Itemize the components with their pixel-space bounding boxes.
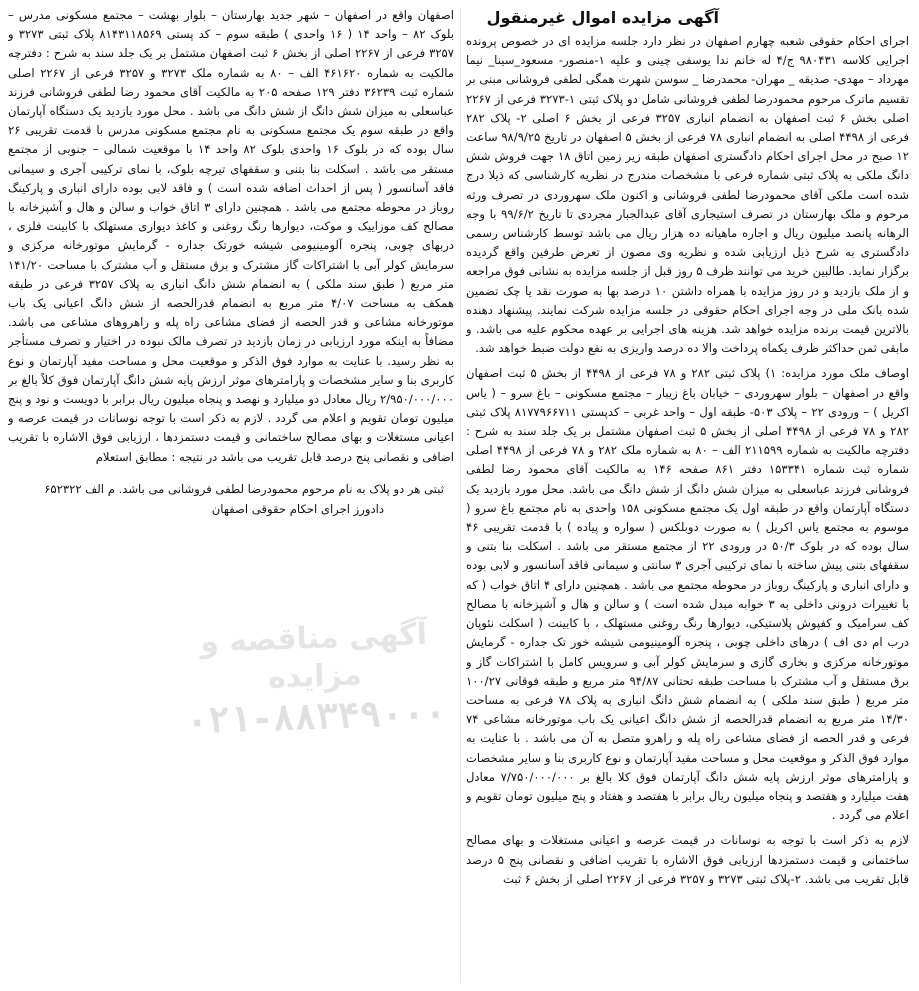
- column-divider: [460, 8, 461, 983]
- notice-title: آگهی مزایده اموال غیرمنقول: [486, 8, 719, 27]
- left-column: [8, 6, 454, 985]
- property-two-description: اصفهان واقع در اصفهان – شهر جدید بهارستان – بلوار بهشت – مجتمع مسکونی مدرس – بلوک ۸۲ – واحد ۱۴ ( ۱۶ واحدی ) طبقه سوم – کد پستی ۸۱۴۳۱۱۸۵۶۹ پلاک ثبتی ۳۲۷۳ و ۳۲۵۷ فرعی از ۲۲۶۷ اصلی از بخش ۶ ثبت اصفهان مشتمل بر یک جلد سند به شرح : دفترچه مالکیت به شماره ۴۶۱۶۲۰ الف – ۸۰ به شماره ملک ۳۲۷۳ و ۳۲۵۷ فرعی از ۲۲۶۷ اصلی شماره ثبت ۳۶۲۳۹ دفتر ۱۲۹ صفحه ۲۰۵ به مالکیت آقای محمود رضا لطفی فروشانی فرزند عباسعلی به میزان شش دانگ از شش دانگ می باشد . محل مورد بازدید یک دستگاه آپارتمان واقع در طبقه سوم یک مجتمع مسکونی به نام مجتمع مسکونی مدرس با قدمت تقریبی ۲۶ سال بوده که در بلوک ۱۶ واحدی بلوک ۸۲ واحد ۱۴ با موقعیت شمالی – جنوبی از مجتمع مستقر می باشد . اسکلت بنا بتنی و سقفهای تیرچه بلوک، با نمای ترکیبی آجری و سیمانی فاقد آسانسور ( پس از احداث اضافه شده است ) و فاقد لابی بوده دارای انباری و پارکینگ روباز در محوطه مجتمع می باشد . همچنین دارای ۳ اتاق خواب و سالن و هال و آشپزخانه با مصالح کف موزاییک و موکت، دیوارها رنگ روغنی و کاغذ دیواری مستهلک با کابینت فلزی ، دربهای چوبی، پنجره آلومینیومی شیشه خورتک جداره - گرمایش موتورخانه مرکزی و سرمایش کولر آبی با اشتراکات گاز مشترک و برق مستقل و آب مشترک با مساحت ۱۴۱/۲۰ متر مربع ( طبق سند ملکی ) به انضمام شش دانگ انباری به پلاک ۳۲۵۷ فرعی در طبقه همکف به مساحت ۴/۰۷ متر مربع به انضمام قدرالحصه از شش دانگ اعیانی یک باب موتورخانه مشاعی و قدر الحصه از فضای مشاعی راه پله و راهروهای مشاعی می باشد. مضافاً به اینکه مورد ارزیابی در زمان بازدید در تصرف مالک نبوده در اختیار و تصرف مستأجر به نظر رسید. با عنایت به موارد فوق الذکر و موقعیت محل و مساحت مفید آپارتمان و نوع کاربری بنا و سایر مشخصات و پارامترهای موثر ارزش پایه شش دانگ آپارتمان فوق کلاً بالغ بر ۲/۹۵۰/۰۰۰/۰۰۰ ریال معادل دو میلیارد و نهصد و پنجاه میلیون ریال برابر با دویست و نود و پنج میلیون تومان تقویم و اعلام می گردد . لازم به ذکر است با توجه نوسانات در قیمت عرصه و اعیانی مستغلات و بهای مصالح ساختمانی و قیمت دستمزدها ، ارزیابی فوق الاشاره با تقریب اضافی و نقصانی پنج درصد قابل تقریب می باشد در نتیجه : مطابق استعلام: [8, 8, 454, 464]
- signature-block: [8, 479, 444, 519]
- watermark-phone: ۰۲۱-۸۸۳۴۹۰۰۰: [185, 692, 447, 743]
- property-two-intro: لازم به ذکر است با توجه به نوسانات در قیمت عرصه و اعیانی مستغلات و بهای مصالح ساختمانی و قیمت دستمزدها ارزیابی فوق الاشاره با تقریب اضافی و نقصانی پنج ۵ درصد قابل تقریب می باشد. ۲-پلاک ثبتی ۳۲۷۳ و ۳۲۵۷ فرعی از ۲۲۶۷ اصلی از بخش ۶ ثبت: [466, 833, 909, 886]
- right-column: [466, 6, 909, 985]
- intro-paragraph: اجرای احکام حقوقی شعبه چهارم اصفهان در نظر دارد جلسه مزایده ای در خصوص پرونده اجرایی کلاسه ۹۸۰۴۳۱ ج/۴ له خانم ندا یوسفی چینی و علیه ۱-منصور- مسعود_سینا_ نیما مهرداد – مهدی- صدیقه _ مهران- محمدرضا _ سوسن شهرت همگی لطفی فروشانی مبنی بر تقسیم ماترک مرحوم محمودرضا لطفی فروشانی شامل دو پلاک ثبتی ۱-۳۲۷۳ فرعی از ۲۲۶۷ اصلی بخش ۶ ثبت اصفهان به انضمام انباری ۳۲۵۷ فرعی از بخش ۶ اصلی ۲- پلاک ۲۸۲ فرعی از ۴۴۹۸ اصلی به انضمام انباری ۷۸ فرعی از بخش ۵ اصفهان در تاریخ ۹۸/۹/۲۵ ساعت ۱۲ صبح در محل اجرای احکام دادگستری اصفهان طبقه زیر زمین اتاق ۱۸ جهت فروش شش دانگ ملکی به پلاک ثبتی شماره فرعی با مشخصات مندرج در نظریه کارشناسی که ذیلا درج شده است ملکی آقای محمودرضا لطفی فروشانی و اکنون ملک سهروردی در تصرف ورثه مرحوم و ملک بهارستان در تصرف استیجاری آقای عبدالجبار مجردی تا تاریخ ۹۹/۶/۲ با وجه الرهانه پانصد میلیون ریال و اجاره ماهیانه ده هزار ریال می باشد توسط کارشناس رسمی دادگستری به شرح ذیل ارزیابی شده و نظریه وی مصون از تعرض طرفین واقع گردیده برگزار نماید. طالبین خرید می توانند ظرف ۵ روز قبل از جلسه مزایده به نشانی فوق مراجعه و از ملک بازدید و در روز مزایده با همراه داشتن ۱۰ درصد بها به صورت نقد یا چک تضمین شده بانک ملی در وجه اجرای احکام حقوقی در جلسه مزایده شرکت نمایند. پیشنهاد دهنده بالاترین قیمت برنده مزایده خواهد شد. هزینه های اجرایی بر عهده محکوم علیه می باشد. و مابقی ثمن حداکثر ظرف یکماه پرداخت والا ده درصد واریزی به نفع دولت ضبط خواهد شد.: [466, 34, 909, 356]
- watermark-text: آگهی مناقصه و مزایده: [199, 617, 428, 696]
- property-one-description: اوصاف ملک مورد مزایده: ۱) پلاک ثبتی ۲۸۲ و ۷۸ فرعی از ۴۴۹۸ از بخش ۵ ثبت اصفهان واقع در اصفهان – بلوار سهروردی – خیابان باغ زیبار – مجتمع مسکونی – باغ سرو – ( یاس اکریل ) – ورودی ۲۲ – پلاک ۵۰۳- طبقه اول – واحد غربی – کدپستی ۸۱۷۷۹۶۶۷۱۱ پلاک ثبتی ۲۸۲ و ۷۸ فرعی از ۴۴۹۸ اصلی از بخش ۵ ثبت اصفهان مشتمل بر یک جلد سند به شرح : دفترچه مالکیت به شماره ۲۱۱۵۹۹ الف – ۸۰ به شماره ملک ۲۸۲ و ۷۸ فرعی از ۴۴۹۸ اصلی شماره ثبت شماره ۱۵۳۳۴۱ دفتر ۸۶۱ صفحه ۱۴۶ به مالکیت آقای محمود رضا لطفی فروشانی فرزند عباسعلی به میزان شش دانگ از شش دانگ می باشد. محل مورد بازدید یک دستگاه آپارتمان واقع در طبقه اول یک مجتمع مسکونی ۱۵۸ واحدی به نام مجتمع باغ سرو ( موسوم به مجتمع یاس اکریل ) به صورت دوبلکس ( سواره و پیاده ) با قدمت تقریبی ۴۶ سال بوده که در بلوک ۵۰/۳ در ورودی ۲۲ از مجتمع مستقر می باشد . اسکلت بنا بتنی و سقفهای بتنی پیش ساخته با نمای ترکیبی آجری ۳ سانتی و سیمانی فاقد آسانسور و لابی بوده و دارای انباری و پارکینگ روباز در محوطه مجتمع می باشد . همچنین دارای ۴ اتاق خواب ( که با تغییرات درونی داخلی به ۳ خوابه مبدل شده است ) و سالن و هال و آشپزخانه با مصالح کف سرامیک و کفپوش پلاستیکی، دیوارها رنگ روغنی مستهلک ، با کابینت ( اسکلت نئوپان درب ام دی اف ) درهای داخلی چوبی ، پنجره آلومینیومی شیشه خور تک جداره - گرمایش موتورخانه مرکزی و بخاری گازی و سرمایش کولر آبی و سرویس کامل با اشتراکات گاز و برق مستقل و آب مشترک با مساحت طبقه تحتانی ۹۴/۸۷ متر مربع و طبقه فوقانی ۱۰۰/۲۷ متر مربع ( طبق سند ملکی ) به انضمام شش دانگ انباری به پلاک ۷۸ فرعی به مساحت ۱۴/۳۰ متر مربع به انضمام قدرالحصه از شش دانگ اعیانی یک باب موتورخانه مشاعی ۷۴ فرعی و قدر الحصه از فضای مشاعی راه پله و راهرو متصل به آن می باشد . با عنایت به موارد فوق الذکر و موقعیت محل و مساحت مفید آپارتمان و نوع کاربری بنا و سایر مشخصات و پارامترهای موثر ارزش پایه شش دانگ آپارتمان فوق کلا بالغ بر ۷/۷۵۰/۰۰۰/۰۰۰ معادل هفت میلیارد و هفتصد و پنجاه میلیون ریال برابر با هفتصد و هفتاد و پنج میلیون تومان تقویم و اعلام می گردد .: [466, 366, 909, 823]
- closing-line: ثبتی هر دو پلاک به نام مرحوم محمودرضا لطفی فروشانی می باشد. م الف ۶۵۲۳۲۲: [44, 481, 444, 496]
- signature-line: دادورز اجرای احکام حقوقی اصفهان: [211, 501, 384, 516]
